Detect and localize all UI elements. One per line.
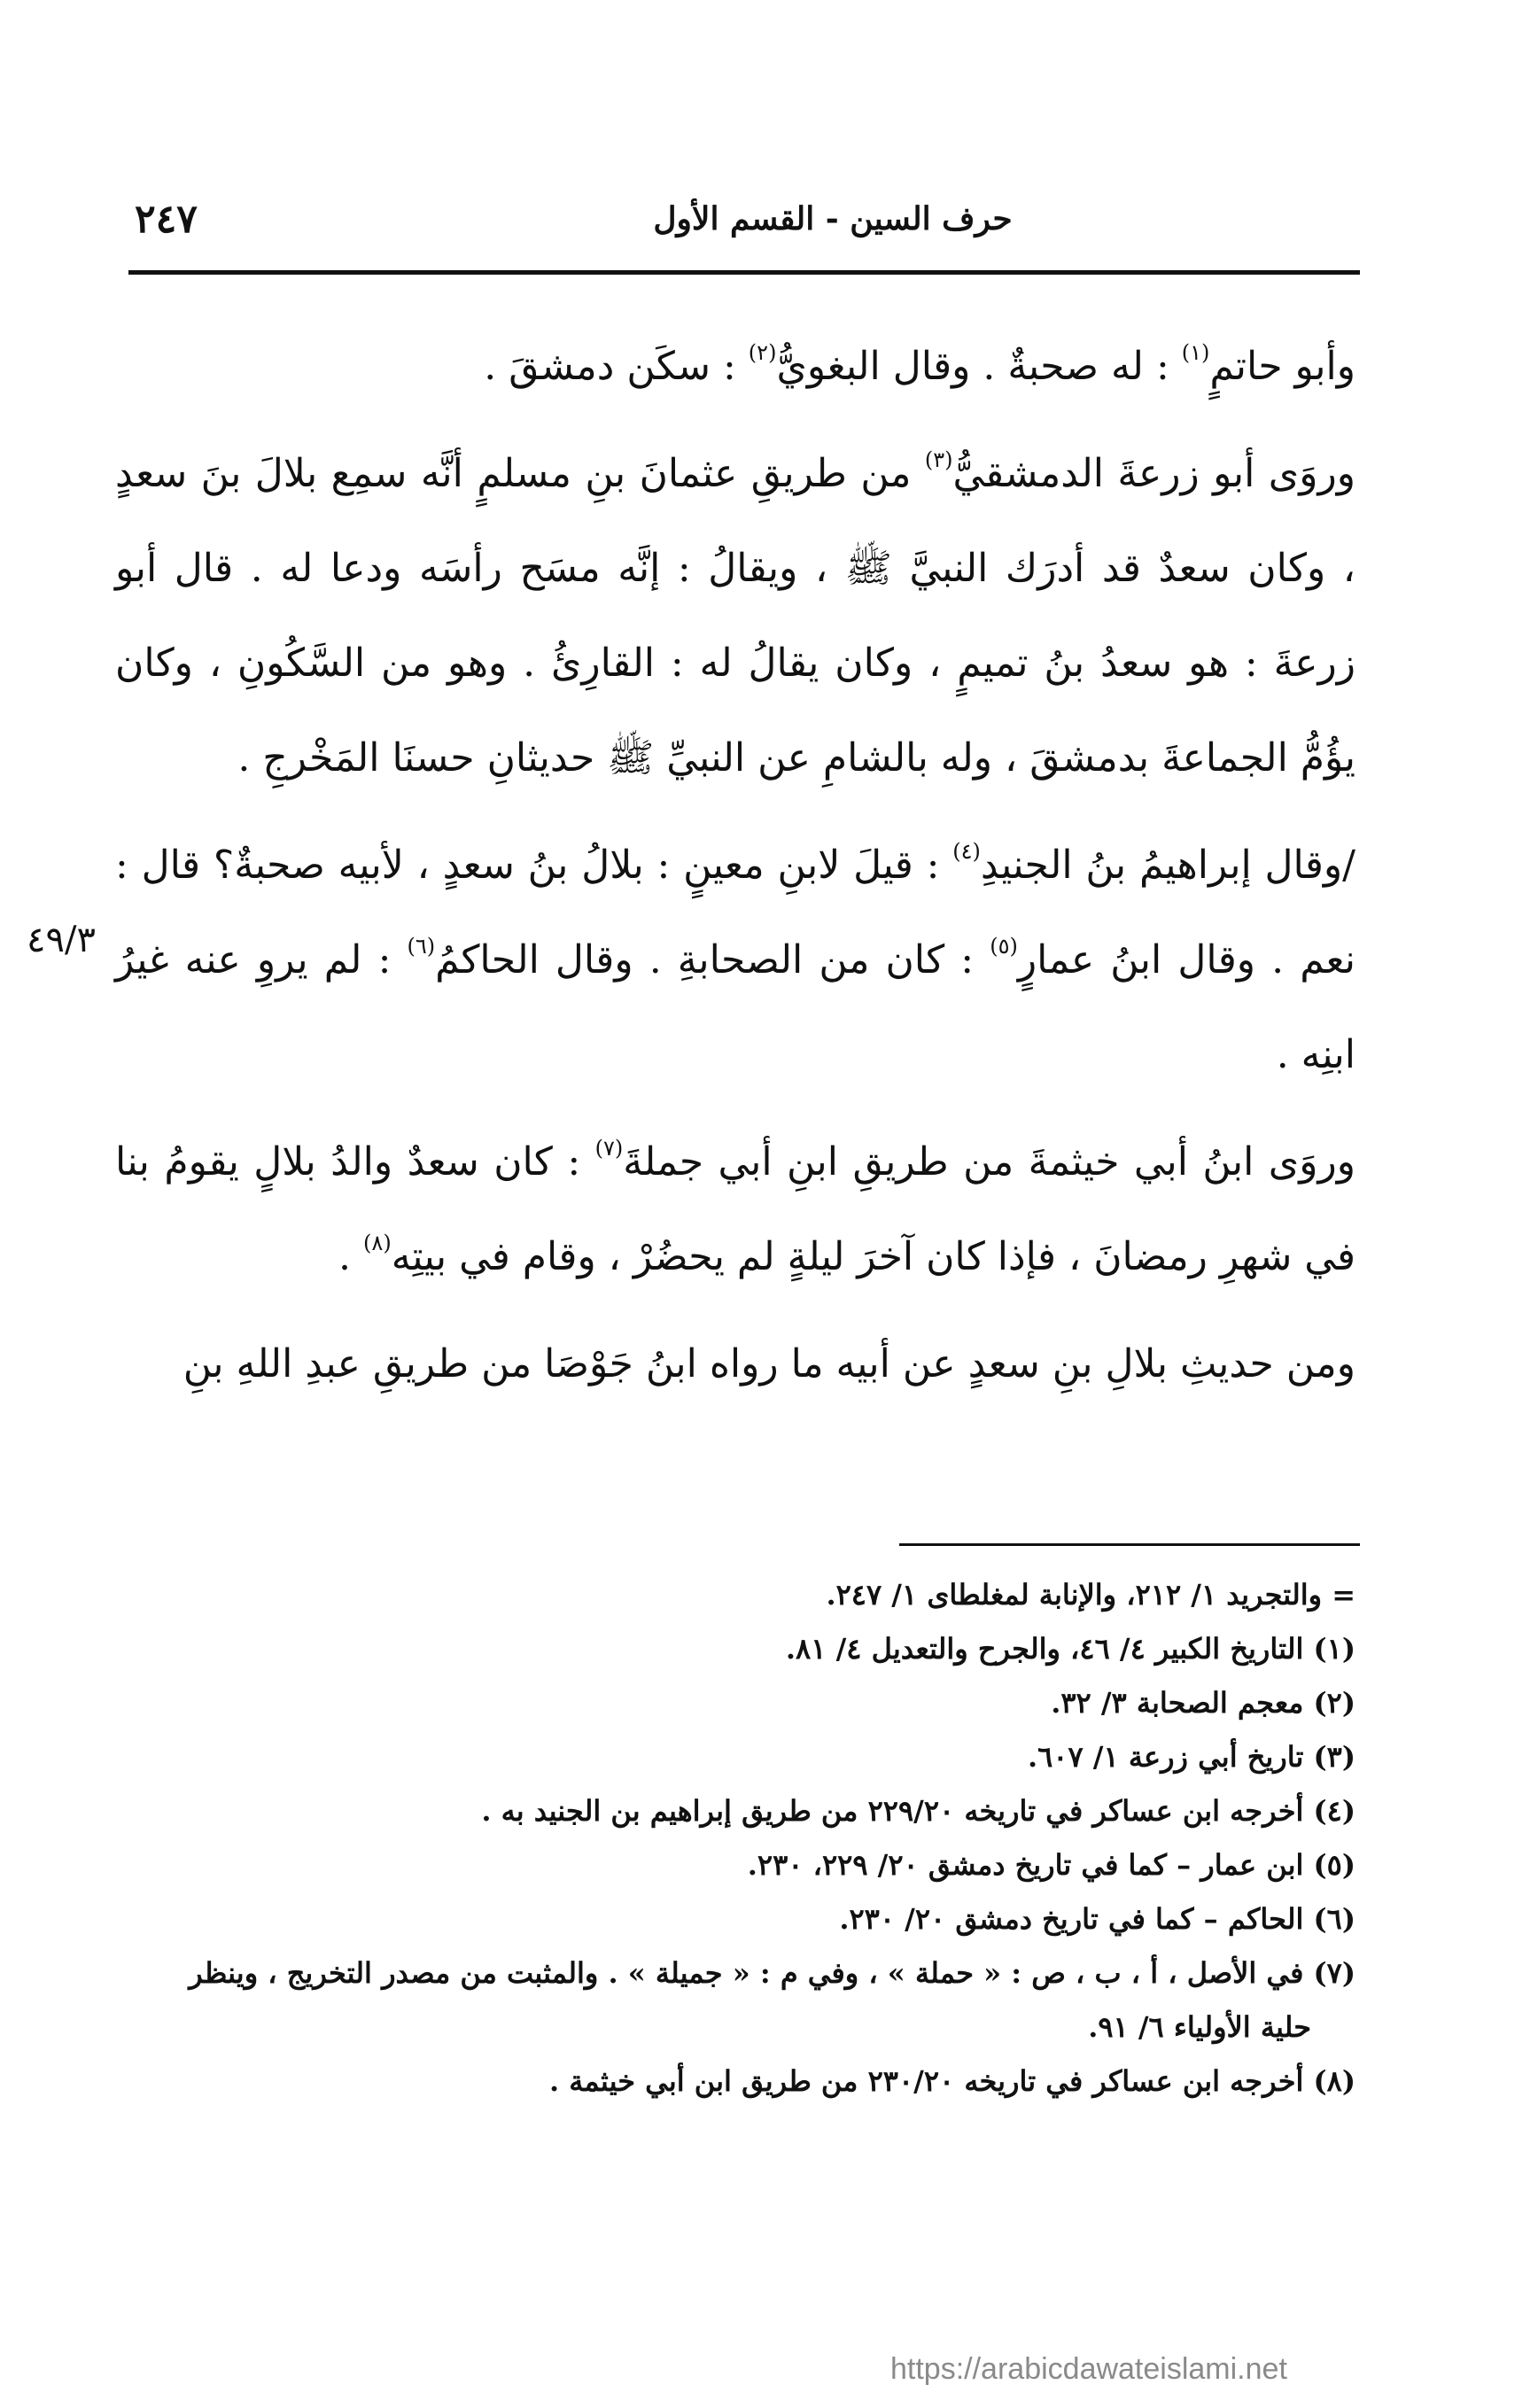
footnote-ref-1: (١)	[1181, 340, 1210, 365]
footnote-ref-8: (٨)	[363, 1231, 392, 1255]
paragraph-4: وروَى ابنُ أبي خيثمةَ من طريقِ ابنِ أبي جملةَ$^{(٧)}$ : كان سعدٌ والدُ بلالٍ يقومُ بنا في شهرِ رمضانَ ، فإذا كان آخرَ ليلةٍ لم يحضُرْ ، وقام في بيتِه$^{(٨)}$ .	[115, 1136, 1355, 1279]
paragraph-5: ومن حديثِ بلالِ بنِ سعدٍ عن أبيه ما رواه ابنُ جَوْصَا من طريقِ عبدِ اللهِ بنِ	[183, 1341, 1355, 1387]
running-head: حرف السين - القسم الأول	[653, 200, 1013, 237]
page-header	[124, 188, 1364, 268]
footnote-3: (٣) تاريخ أبي زرعة ١/ ٦٠٧.	[1027, 1740, 1355, 1774]
footnote-2: (٢) معجم الصحابة ٣/ ٣٢.	[1051, 1686, 1355, 1720]
footnote-ref-4: (٤)	[952, 839, 981, 864]
footnote-continuation: = والتجريد ١/ ٢١٢، والإنابة لمغلطاى ١/ ٢٤٧.	[826, 1578, 1355, 1612]
footnote-5: (٥) ابن عمار – كما في تاريخ دمشق ٢٠/ ٢٢٩، ٢٣٠.	[747, 1848, 1355, 1882]
footnotes	[142, 1568, 1355, 2109]
footnote-ref-6: (٦)	[407, 934, 436, 959]
footnote-ref-2: (٢)	[748, 340, 777, 365]
main-text	[115, 319, 1355, 1424]
footnote-1: (١) التاريخ الكبير ٤/ ٤٦، والجرح والتعديل ٤/ ٨١.	[785, 1632, 1355, 1666]
footnote-ref-5: (٥)	[990, 934, 1018, 959]
paragraph-1: وأبو حاتمٍ$^{(١)}$ : له صحبةٌ . وقال البغويُّ$^{(٢)}$ : سكَن دمشقَ .	[484, 340, 1355, 389]
header-rule	[128, 270, 1360, 275]
watermark-url: https://arabicdawateislami.net	[890, 2352, 1287, 2386]
footnote-4: (٤) أخرجه ابن عساكر في تاريخه ٢٢٩/٢٠ من طريق إبراهيم بن الجنيد به .	[481, 1794, 1355, 1828]
paragraph-2: وروَى أبو زرعةَ الدمشقيُّ$^{(٣)}$ من طريقِ عثمانَ بنِ مسلمٍ أنَّه سمِع بلالَ بنَ سعدٍ ، وكان سعدٌ قد أدرَك النبيَّ ﷺ ، ويقالُ : إنَّه مسَح رأسَه ودعا له . قال أبو زرعةَ : هو سعدُ بنُ تميمٍ ، وكان يقالُ له : القارِئُ . وهو من السَّكُونِ ، وكان يؤُمُّ الجماعةَ بدمشقَ ، وله بالشامِ عن النبيِّ ﷺ حديثانِ حسنَا المَخْرجِ .	[115, 447, 1355, 781]
footnote-6: (٦) الحاكم – كما في تاريخ دمشق ٢٠/ ٢٣٠.	[839, 1902, 1355, 1936]
margin-reference: ٤٩/٣	[27, 920, 96, 960]
footnote-ref-7: (٧)	[594, 1136, 624, 1161]
page-number: ٢٤٧	[135, 197, 198, 242]
footnote-8: (٨) أخرجه ابن عساكر في تاريخه ٢٣٠/٢٠ من طريق ابن أبي خيثمة .	[548, 2064, 1355, 2098]
footnote-ref-3: (٣)	[924, 447, 953, 472]
footnote-7-continuation: حلية الأولياء ٦/ ٩١.	[1088, 2010, 1311, 2044]
footnote-rule	[899, 1543, 1360, 1546]
paragraph-3: /وقال إبراهيمُ بنُ الجنيدِ$^{(٤)}$ : قيلَ لابنِ معينٍ : بلالُ بنُ سعدٍ ، لأبيه صحبةٌ؟ قال : نعم . وقال ابنُ عمارٍ$^{(٥)}$ : كان من الصحابةِ . وقال الحاكمُ$^{(٦)}$ : لم يروِ عنه غيرُ ابنِه .	[115, 839, 1355, 1077]
footnote-7: (٧) في الأصل ، أ ، ب ، ص : « حملة » ، وفي م : « جميلة » . والمثبت من مصدر التخريج ، وينظر	[189, 1956, 1355, 1990]
